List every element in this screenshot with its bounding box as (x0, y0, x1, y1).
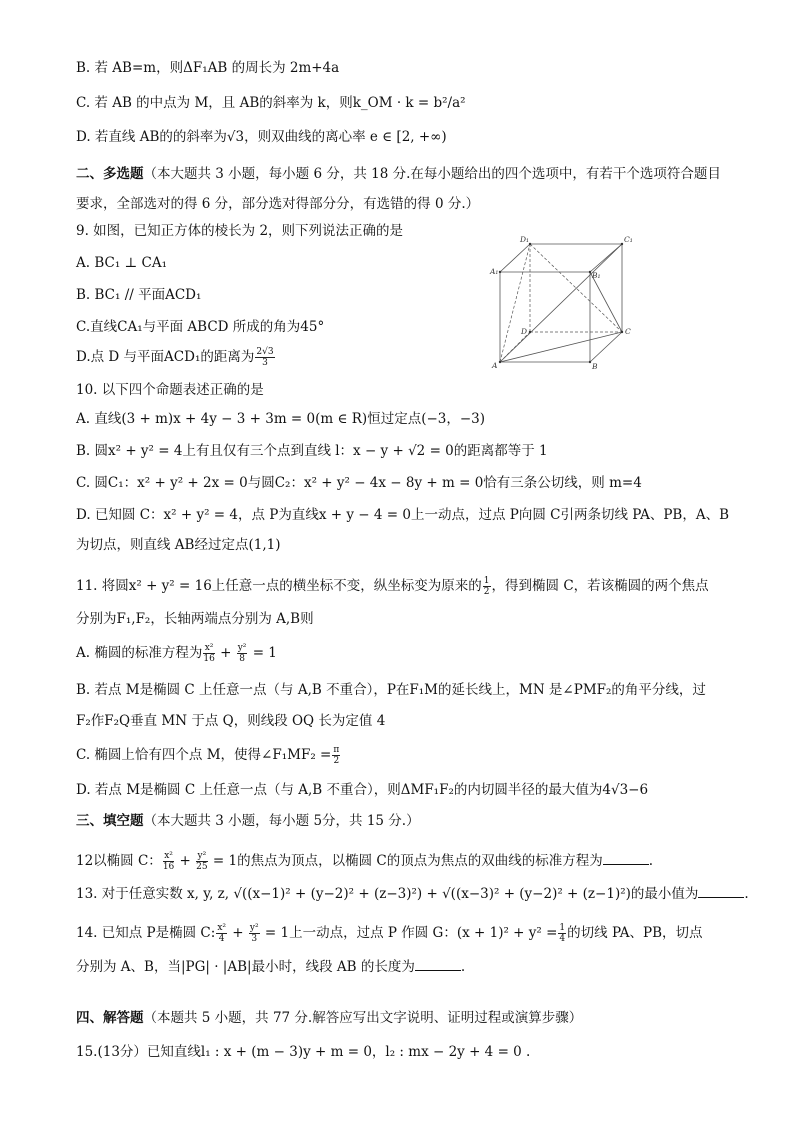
label-d1: D₁ (520, 235, 530, 244)
q11-option-a: A. 椭圆的标准方程为 $\frac{\text{x²}}{16}$ + $\frac{\text{y²}}{8}$ = 1 (76, 643, 277, 664)
q11-stem-line1 (76, 576, 709, 597)
q9-option-d (76, 347, 276, 368)
q8-option-b: B. 若 AB=m，则ΔF₁AB 的周长为 2m+4a (76, 60, 340, 76)
q9-option-a: A. BC₁ ⊥ CA₁ (76, 255, 168, 271)
q14-mid: 上一动点，过点 P 作圆 G：(x + 1)² + y² = (289, 925, 558, 941)
q12-answer-blank[interactable] (603, 851, 649, 865)
q15: 15.(13分）已知直线l₁ : x + (m − 3)y + m = 0，l₂ : mx − 2y + 4 = 0 . (76, 1044, 531, 1060)
q10-option-a: A. 直线(3 + m)x + 4y − 3 + 3m = 0(m ∈ R)恒过定点(−3，−3) (76, 411, 486, 427)
q11-option-b-line2: F₂作F₂Q垂直 MN 于点 Q，则线段 OQ 长为定值 4 (76, 713, 386, 729)
q11a-x-frac: $\frac{\text{x²}}{16}$ (203, 643, 215, 664)
q11c-pi-frac: $\frac{\pi}{2}$ (333, 745, 340, 766)
q14-answer-blank[interactable] (415, 957, 461, 971)
label-a: A (492, 361, 498, 370)
q14-y-frac: $\frac{\text{y²}}{3}$ (249, 923, 259, 944)
q11-option-c (76, 745, 341, 766)
q13: 13. 对于任意实数 x, y, z, √((x−1)² + (y−2)² + (z−3)²) + √((x−3)² + (y−2)² + (z−1)²)的最小值为 . (76, 886, 749, 902)
q11-stem-line2: 分别为F₁,F₂，长轴两端点分别为 A,B则 (76, 611, 314, 627)
q11a-y-frac: $\frac{\text{y²}}{8}$ (237, 643, 247, 664)
section-4-desc: （本题共 5 小题，共 77 分.解答应写出文字说明、证明过程或演算步骤） (143, 1010, 583, 1026)
q13-text: 13. 对于任意实数 x, y, z, √((x−1)² + (y−2)² + (z−3)²) + √((x−3)² + (y−2)² + (z−1)²)的最小值为 (76, 886, 699, 902)
label-c1: C₁ (624, 235, 633, 244)
label-b: B (592, 362, 598, 371)
q10-stem: 10. 以下四个命题表述正确的是 (76, 382, 264, 398)
q12-y-frac: $\frac{\text{y²}}{25}$ (196, 851, 208, 872)
section-3-title: 三、填空题 (76, 813, 144, 829)
section-2-title: 二、多选题 (76, 166, 144, 182)
q14-line2: 分别为 A、B，当|PG| · |AB|最小时，线段 AB 的长度为 . (76, 959, 466, 975)
q9-option-c: C.直线CA₁与平面 ABCD 所成的角为45° (76, 319, 325, 335)
q9-option-d-text: D.点 D 与平面ACD₁的距离为 (76, 349, 255, 365)
q14-suffix: 的切线 PA、PB，切点 (567, 925, 703, 941)
q11-option-a-text: A. 椭圆的标准方程为 (76, 645, 203, 661)
label-d: D (521, 327, 528, 336)
q9-stem: 9. 如图，已知正方体的棱长为 2，则下列说法正确的是 (76, 223, 404, 239)
q14-x-frac: $\frac{\text{x²}}{4}$ (217, 923, 226, 944)
q11-option-b-line1: B. 若点 M是椭圆 C 上任意一点（与 A,B 不重合），P在F₁M的延长线上，MN 是∠PMF₂的角平分线，过 (76, 682, 706, 698)
q10-option-c: C. 圆C₁：x² + y² + 2x = 0与圆C₂：x² + y² − 4x − 8y + m = 0恰有三条公切线，则 m=4 (76, 475, 642, 491)
q12-prefix: 12以椭圆 C： (76, 853, 162, 869)
q14-prefix: 14. 已知点 P是椭圆 C: (76, 925, 216, 941)
q14-line1: 14. 已知点 P是椭圆 C: $\frac{\text{x²}}{4}$ + $\frac{\text{y²}}{3}$ = 1上一动点，过点 P 作圆 G：(x + 1)² + y² = $\frac{1}{4}$ 的切线 PA、PB，切点 (76, 923, 703, 944)
label-c: C (625, 327, 631, 336)
q11-stem-part1: 11. 将圆x² + y² = 16上任意一点的横坐标不变，纵坐标变为原来的 (76, 578, 482, 594)
section-2-heading (76, 159, 726, 219)
q12-x-frac: $\frac{\text{x²}}{16}$ (162, 851, 175, 872)
section-4-heading (76, 1008, 582, 1028)
q8-option-c: C. 若 AB 的中点为 M，且 AB的斜率为 k，则k_OM · k = b²/a² (76, 95, 466, 111)
q11-half-fraction: $\frac{1}{2}$ (483, 576, 490, 597)
cube-figure (488, 232, 638, 372)
section-3-heading (76, 811, 420, 831)
q8-option-d: D. 若直线 AB的的斜率为√3，则双曲线的离心率 e ∈ [2, +∞) (76, 129, 447, 145)
q9d-fraction: $\frac{2√3}{3}$ (256, 347, 274, 368)
q12-suffix: 的焦点为顶点，以椭圆 C的顶点为焦点的双曲线的标准方程为 (237, 853, 603, 869)
section-3-desc: （本大题共 3 小题，每小题 5分，共 15 分.） (143, 813, 420, 829)
q14-line2-text: 分别为 A、B，当|PG| · |AB|最小时，线段 AB 的长度为 (76, 959, 415, 975)
q13-answer-blank[interactable] (698, 884, 744, 898)
label-b1: B₁ (592, 271, 601, 280)
q10-option-d-line2: 为切点，则直线 AB经过定点(1,1) (76, 537, 281, 553)
q11-option-d: D. 若点 M是椭圆 C 上任意一点（与 A,B 不重合），则ΔMF₁F₂的内切圆半径的最大值为4√3−6 (76, 782, 649, 798)
q11-option-c-text: C. 椭圆上恰有四个点 M，使得∠F₁MF₂ = (76, 747, 332, 763)
q10-option-b: B. 圆x² + y² = 4上有且仅有三个点到直线 l：x − y + √2 = 0的距离都等于 1 (76, 443, 548, 459)
q12: 12以椭圆 C： $\frac{\text{x²}}{16}$ + $\frac{\text{y²}}{25}$ = 1的焦点为顶点，以椭圆 C的顶点为焦点的双曲线的标准方程为 . (76, 851, 654, 872)
q10-option-d-line1: D. 已知圆 C：x² + y² = 4，点 P为直线x + y − 4 = 0上一动点，过点 P向圆 C引两条切线 PA、PB，A、B (76, 507, 730, 523)
q11-stem-part2: ，得到椭圆 C，若该椭圆的两个焦点 (491, 578, 709, 594)
q14-r-frac: $\frac{1}{4}$ (559, 923, 566, 944)
q9-option-b: B. BC₁ // 平面ACD₁ (76, 287, 202, 303)
label-a1: A₁ (490, 267, 499, 276)
section-4-title: 四、解答题 (76, 1010, 144, 1026)
section-2-desc: （本大题共 3 小题，每小题 6 分，共 18 分.在每小题给出的四个选项中，有若干个选项符合题目要求，全部选对的得 6 分，部分选对得部分分，有选错的得 0 分.） (76, 166, 721, 212)
